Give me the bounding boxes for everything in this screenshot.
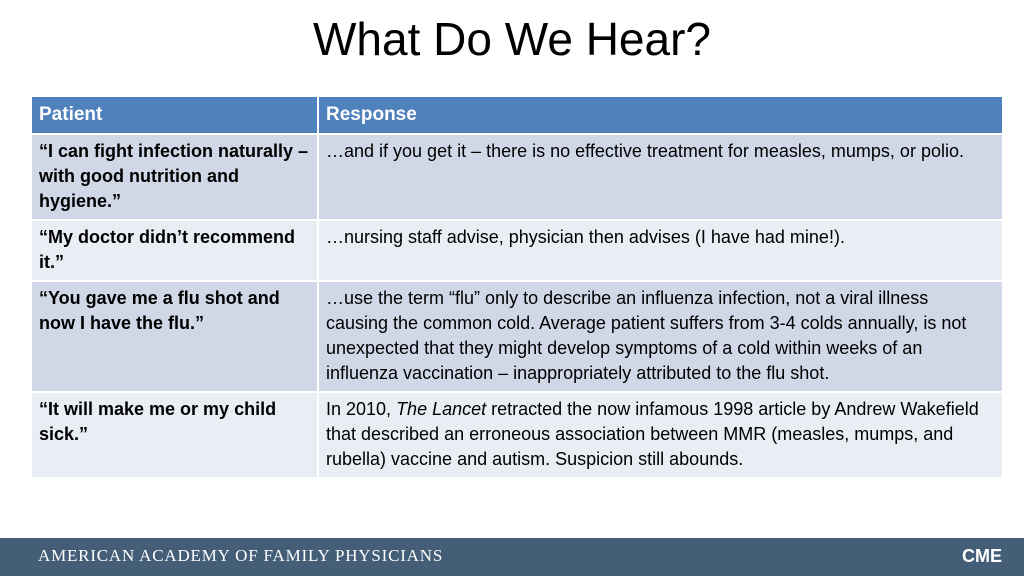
journal-title: The Lancet (396, 399, 487, 419)
table-header-row (32, 97, 1002, 134)
patient-cell: “It will make me or my child sick.” (32, 392, 318, 477)
response-cell: …and if you get it – there is no effective treatment for measles, mumps, or polio. (318, 134, 1002, 220)
header-patient: Patient (32, 97, 318, 134)
patient-cell: “I can fight infection naturally – with good nutrition and hygiene.” (32, 134, 318, 220)
table-row (32, 281, 1002, 392)
header-response: Response (318, 97, 1002, 134)
table-row (32, 220, 1002, 281)
slide-title: What Do We Hear? (313, 13, 711, 65)
patient-cell: “My doctor didn’t recommend it.” (32, 220, 318, 281)
responses-table (32, 97, 1002, 477)
patient-cell: “You gave me a flu shot and now I have the flu.” (32, 281, 318, 392)
response-cell (318, 392, 1002, 477)
organization-name: AMERICAN ACADEMY OF FAMILY PHYSICIANS (38, 546, 444, 565)
response-cell: …nursing staff advise, physician then advises (I have had mine!). (318, 220, 1002, 281)
cme-badge: CME (962, 546, 1002, 566)
footer-bar (0, 538, 1024, 576)
response-text-post: retracted the now infamous 1998 article by Andrew Wakefield that described an erroneous association between MMR (measles, mumps, and rubella) vaccine and autism. Suspicion still abounds. (326, 399, 979, 469)
table-row (32, 392, 1002, 477)
table-row (32, 134, 1002, 220)
response-cell: …use the term “flu” only to describe an influenza infection, not a viral illness causing the common cold. Average patient suffers from 3-4 colds annually, is not unexpected that they might develop symptoms of a cold within weeks of an influenza vaccination – inappropriately attributed to the flu shot. (318, 281, 1002, 392)
response-text-pre: In 2010, (326, 399, 397, 419)
